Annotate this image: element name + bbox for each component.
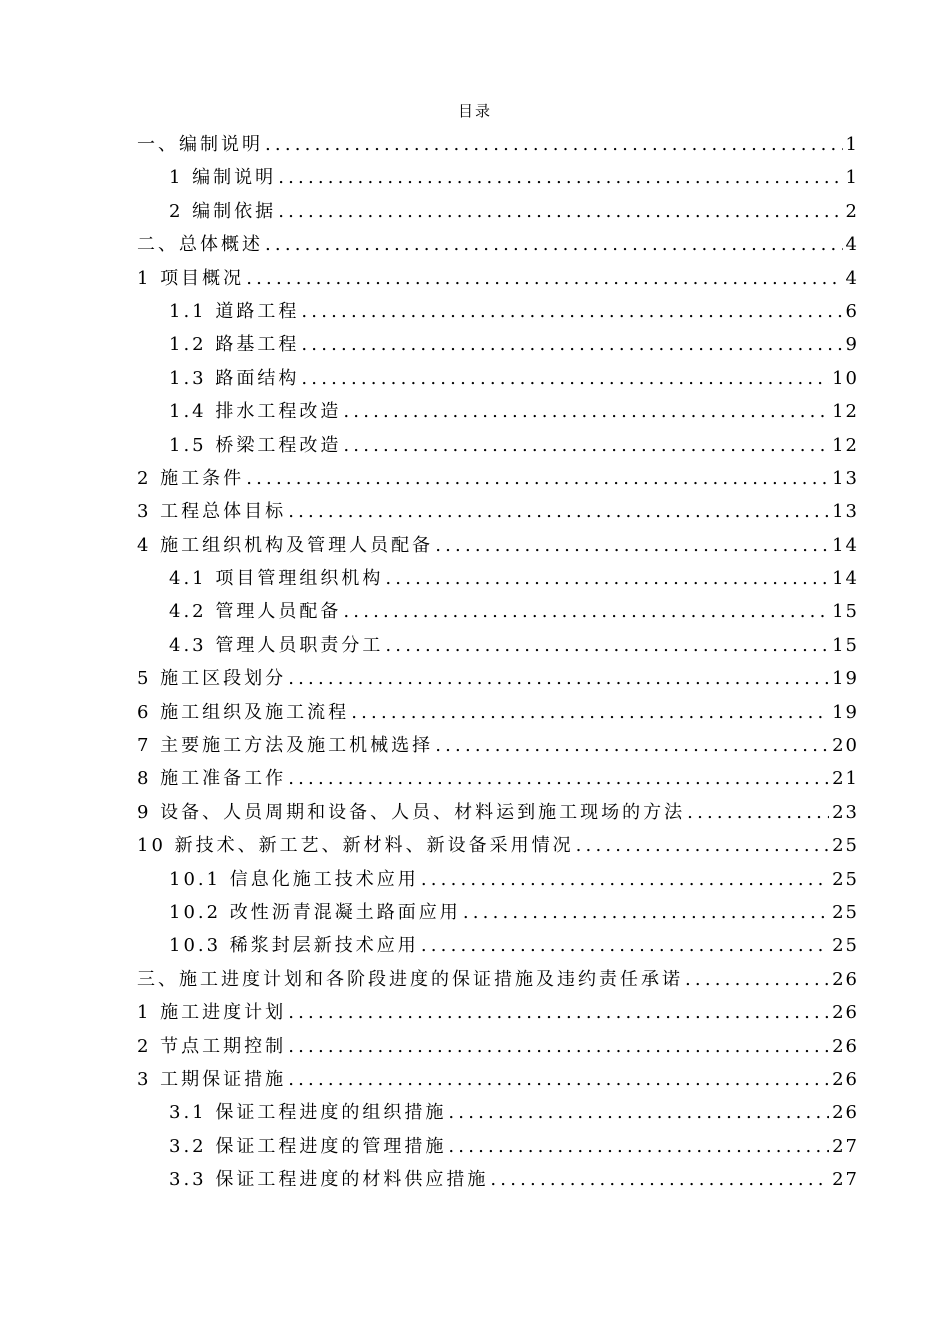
toc-entry-title: 2 施工条件	[137, 467, 245, 489]
toc-dot-leader	[421, 869, 829, 890]
toc-entry-title: 1.3 路面结构	[169, 367, 300, 389]
toc-entry-title: 4.1 项目管理组织机构	[169, 568, 384, 590]
toc-dot-leader	[687, 802, 829, 823]
toc-dot-leader	[288, 768, 829, 789]
toc-entry-page: 20	[832, 735, 859, 757]
toc-entry[interactable]	[137, 831, 859, 864]
toc-entry[interactable]	[137, 764, 859, 797]
toc-entry[interactable]	[137, 998, 859, 1031]
toc-entry[interactable]	[137, 497, 859, 530]
toc-dot-leader	[278, 201, 842, 222]
toc-dot-leader	[343, 401, 829, 422]
toc-entry-page: 1	[845, 167, 859, 189]
toc-dot-leader	[385, 635, 829, 656]
toc-entry-page: 27	[832, 1169, 859, 1191]
toc-entry-title: 4.3 管理人员职责分工	[169, 634, 384, 656]
toc-entry-title: 10.3 稀浆封层新技术应用	[169, 935, 419, 957]
toc-entry-title: 10.1 信息化施工技术应用	[169, 868, 419, 890]
toc-dot-leader	[490, 1169, 829, 1190]
toc-entry[interactable]	[137, 330, 859, 363]
toc-entry-title: 6 施工组织及施工流程	[137, 701, 350, 723]
toc-title: 目录	[457, 102, 492, 120]
toc-entry-page: 26	[832, 1002, 859, 1024]
toc-entry-page: 26	[832, 1068, 859, 1090]
toc-entry-page: 6	[845, 300, 859, 322]
toc-entry-title: 9 设备、人员周期和设备、人员、材料运到施工现场的方法	[137, 801, 686, 823]
toc-dot-leader	[435, 535, 829, 556]
toc-entry-page: 23	[832, 801, 859, 823]
toc-entry-title: 一、编制说明	[137, 134, 263, 155]
toc-dot-leader	[463, 902, 829, 923]
toc-entry[interactable]	[137, 931, 859, 964]
toc-entry-page: 10	[832, 367, 859, 389]
toc-entry-page: 25	[832, 935, 859, 957]
toc-dot-leader	[576, 835, 829, 856]
toc-entry[interactable]	[137, 631, 859, 664]
toc-entry-title: 1 施工进度计划	[137, 1002, 287, 1024]
toc-entry-title: 1.1 道路工程	[169, 300, 300, 322]
toc-entry[interactable]	[137, 664, 859, 697]
toc-dot-leader	[301, 368, 829, 389]
toc-entry[interactable]	[137, 731, 859, 764]
toc-entry-page: 4	[845, 267, 859, 289]
toc-entry-page: 27	[832, 1135, 859, 1157]
toc-entry-page: 1	[845, 134, 859, 155]
toc-dot-leader	[265, 234, 843, 255]
toc-entry-page: 25	[832, 835, 859, 857]
toc-dot-leader	[301, 301, 842, 322]
toc-dot-leader	[448, 1102, 829, 1123]
toc-dot-leader	[288, 668, 829, 689]
toc-entry-page: 9	[845, 334, 859, 356]
toc-dot-leader	[288, 1069, 829, 1090]
toc-entry[interactable]	[137, 965, 859, 998]
toc-entry-page: 14	[832, 534, 859, 556]
toc-entry-title: 1 项目概况	[137, 267, 245, 289]
toc-entry-page: 21	[832, 768, 859, 790]
toc-entry[interactable]	[137, 297, 859, 330]
toc-entry[interactable]	[137, 364, 859, 397]
toc-dot-leader	[265, 134, 843, 155]
toc-entry-title: 8 施工准备工作	[137, 768, 287, 790]
toc-entry[interactable]	[137, 197, 859, 230]
toc-dot-leader	[448, 1136, 829, 1157]
toc-entry[interactable]	[137, 531, 859, 564]
toc-entry-page: 19	[832, 668, 859, 690]
toc-entry-page: 13	[832, 501, 859, 523]
toc-entry-title: 7 主要施工方法及施工机械选择	[137, 735, 434, 757]
toc-entry[interactable]	[137, 798, 859, 831]
table-of-contents	[137, 130, 859, 1199]
toc-dot-leader	[385, 568, 829, 589]
toc-entry-page: 12	[832, 401, 859, 423]
toc-entry-title: 3 工程总体目标	[137, 501, 287, 523]
toc-entry-title: 二、总体概述	[137, 234, 263, 256]
toc-entry[interactable]	[137, 264, 859, 297]
toc-entry-title: 10.2 改性沥青混凝土路面应用	[169, 901, 461, 923]
toc-entry-title: 10 新技术、新工艺、新材料、新设备采用情况	[137, 835, 574, 857]
toc-entry[interactable]	[137, 1165, 859, 1198]
toc-entry[interactable]	[137, 898, 859, 931]
toc-entry-title: 3.1 保证工程进度的组织措施	[169, 1102, 447, 1124]
toc-dot-leader	[421, 935, 829, 956]
toc-entry[interactable]	[137, 163, 859, 196]
toc-entry[interactable]	[137, 464, 859, 497]
toc-entry-title: 5 施工区段划分	[137, 668, 287, 690]
toc-entry[interactable]	[137, 698, 859, 731]
toc-dot-leader	[288, 1036, 829, 1057]
toc-dot-leader	[301, 334, 842, 355]
toc-entry-page: 26	[832, 1102, 859, 1124]
toc-entry-page: 15	[832, 634, 859, 656]
toc-dot-leader	[278, 167, 842, 188]
toc-entry[interactable]	[137, 397, 859, 430]
toc-entry-title: 2 节点工期控制	[137, 1035, 287, 1057]
toc-entry-title: 3 工期保证措施	[137, 1068, 287, 1090]
toc-dot-leader	[685, 969, 829, 990]
toc-dot-leader	[343, 601, 829, 622]
toc-entry-title: 1.4 排水工程改造	[169, 401, 342, 423]
toc-entry[interactable]	[137, 597, 859, 630]
toc-entry[interactable]	[137, 1032, 859, 1065]
toc-entry-title: 1 编制说明	[169, 167, 277, 189]
toc-entry-title: 4.2 管理人员配备	[169, 601, 342, 623]
toc-entry[interactable]	[137, 564, 859, 597]
toc-dot-leader	[288, 501, 829, 522]
toc-dot-leader	[343, 435, 829, 456]
toc-entry[interactable]	[137, 431, 859, 464]
toc-dot-leader	[435, 735, 829, 756]
toc-entry-title: 1.2 路基工程	[169, 334, 300, 356]
toc-entry-title: 三、施工进度计划和各阶段进度的保证措施及违约责任承诺	[137, 968, 683, 990]
toc-entry[interactable]	[137, 865, 859, 898]
toc-entry-title: 1.5 桥梁工程改造	[169, 434, 342, 456]
toc-entry-title: 4 施工组织机构及管理人员配备	[137, 534, 434, 556]
toc-entry-page: 25	[832, 901, 859, 923]
toc-dot-leader	[246, 268, 842, 289]
toc-entry[interactable]	[137, 1132, 859, 1165]
toc-dot-leader	[288, 1002, 829, 1023]
toc-entry-page: 19	[832, 701, 859, 723]
toc-entry-title: 3.2 保证工程进度的管理措施	[169, 1135, 447, 1157]
toc-entry-page: 25	[832, 868, 859, 890]
toc-entry[interactable]	[137, 1065, 859, 1098]
toc-entry-page: 2	[845, 200, 859, 222]
toc-entry-page: 13	[832, 467, 859, 489]
toc-entry-page: 15	[832, 601, 859, 623]
toc-entry-title: 3.3 保证工程进度的材料供应措施	[169, 1169, 489, 1191]
toc-dot-leader	[351, 702, 829, 723]
toc-dot-leader	[246, 468, 829, 489]
toc-entry[interactable]	[137, 1098, 859, 1131]
toc-entry-page: 26	[832, 1035, 859, 1057]
toc-entry-title: 2 编制依据	[169, 200, 277, 222]
toc-entry-page: 4	[845, 234, 859, 256]
toc-entry[interactable]	[137, 130, 859, 163]
toc-entry-page: 26	[832, 968, 859, 990]
toc-entry-page: 12	[832, 434, 859, 456]
toc-entry-page: 14	[832, 568, 859, 590]
toc-entry[interactable]	[137, 230, 859, 263]
